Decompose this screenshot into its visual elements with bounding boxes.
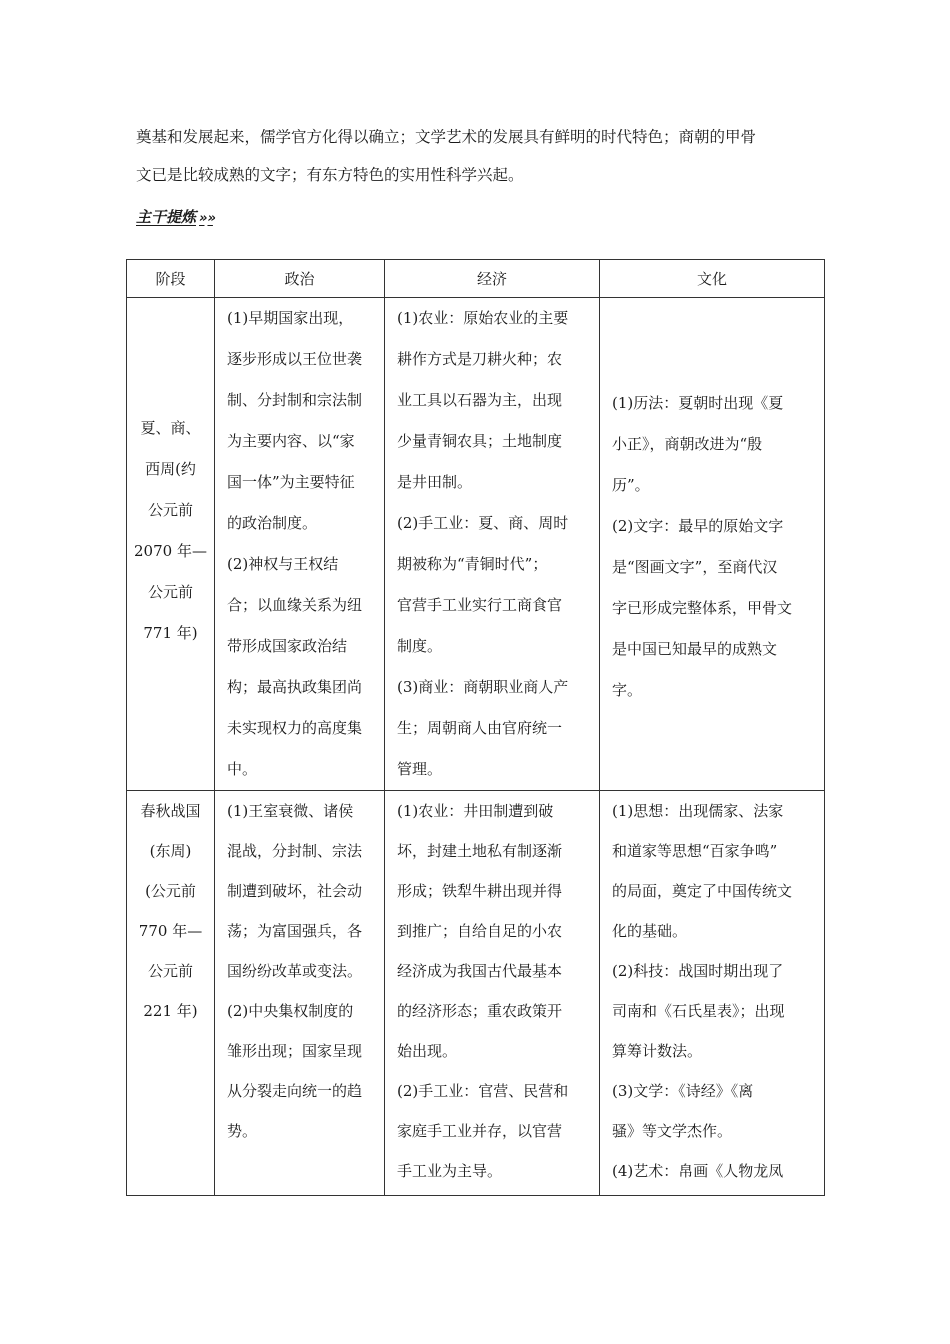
cell-text-line: 带形成国家政治结 <box>227 637 348 655</box>
cell-text-line: 耕作方式是刀耕火种；农 <box>397 350 563 368</box>
cell-text-line: 算筹计数法。 <box>612 1042 703 1060</box>
culture-cell <box>600 298 825 791</box>
cell-text-line: 221 年) <box>143 1002 198 1020</box>
economy-cell <box>385 298 600 791</box>
cell-text-line: 坏，封建土地私有制逐渐 <box>397 842 563 860</box>
cell-text-line: 少量青铜农具；土地制度 <box>397 432 563 450</box>
cell-text-line: 家庭手工业并存，以官营 <box>397 1122 563 1140</box>
politics-cell <box>215 298 385 791</box>
cell-text-line: 历”。 <box>612 476 650 494</box>
cell-text-line: 手工业为主导。 <box>397 1162 503 1180</box>
cell-text-line: 到推广；自给自足的小农 <box>397 922 563 940</box>
cell-text-line: 制、分封制和宗法制 <box>227 391 363 409</box>
cell-text-line: 从分裂走向统一的趋 <box>227 1082 363 1100</box>
cell-text-line: 未实现权力的高度集 <box>227 719 363 737</box>
cell-text-line: 业工具以石器为主，出现 <box>397 391 563 409</box>
column-header-economy: 经济 <box>385 260 600 298</box>
cell-text-line: 春秋战国 <box>140 802 201 820</box>
stage-cell <box>127 791 215 1196</box>
cell-text-line: (1)早期国家出现， <box>227 309 354 327</box>
cell-text-line: 770 年— <box>138 922 203 940</box>
cell-text-line: (2)手工业：官营、民营和 <box>397 1082 569 1100</box>
cell-text-line: 期被称为“青铜时代”； <box>397 555 548 573</box>
cell-text-line: 的局面，奠定了中国传统文 <box>612 882 793 900</box>
cell-text-line: 雏形出现；国家呈现 <box>227 1042 363 1060</box>
cell-text-line: 制度。 <box>397 637 443 655</box>
cell-text-line: 字。 <box>612 681 643 699</box>
cell-text-line: 国纷纷改革或变法。 <box>227 962 363 980</box>
cell-text-line: 2070 年— <box>134 542 207 560</box>
cell-text-line: (东周) <box>149 842 192 860</box>
intro-line: 文已是比较成熟的文字；有东方特色的实用性科学兴起。 <box>136 166 524 184</box>
cell-text-line: 和道家等思想“百家争鸣” <box>612 842 778 860</box>
cell-text-line: 官营手工业实行工商食官 <box>397 596 563 614</box>
cell-text-line: 是“图画文字”，至商代汉 <box>612 558 778 576</box>
cell-text-line: 为主要内容、以“家 <box>227 432 355 450</box>
cell-text-line: 形成；铁犁牛耕出现并得 <box>397 882 563 900</box>
cell-text-line: 公元前 <box>147 583 193 601</box>
cell-text-line: 是井田制。 <box>397 473 473 491</box>
cell-text-line: (公元前 <box>145 882 196 900</box>
summary-table <box>126 259 825 1196</box>
cell-text-line: (4)艺术：帛画《人物龙凤 <box>612 1162 784 1180</box>
politics-cell <box>215 791 385 1196</box>
cell-text-line: 制遭到破坏，社会动 <box>227 882 363 900</box>
cell-text-line: 的政治制度。 <box>227 514 318 532</box>
cell-text-line: 荡；为富国强兵，各 <box>227 922 363 940</box>
stage-cell <box>127 298 215 791</box>
intro-line: 奠基和发展起来，儒学官方化得以确立；文学艺术的发展具有鲜明的时代特色；商朝的甲骨 <box>136 128 757 146</box>
cell-text-line: 经济成为我国古代最基本 <box>397 962 563 980</box>
double-chevron-icon: » <box>207 211 213 226</box>
cell-text-line: 骚》等文学杰作。 <box>612 1122 733 1140</box>
culture-cell <box>600 791 825 1196</box>
column-header-culture: 文化 <box>600 260 825 298</box>
cell-text-line: 夏、商、 <box>140 419 201 437</box>
cell-text-line: (2)科技：战国时期出现了 <box>612 962 784 980</box>
cell-text-line: 公元前 <box>147 501 193 519</box>
cell-text-line: 始出现。 <box>397 1042 458 1060</box>
cell-text-line: 771 年) <box>143 624 198 642</box>
cell-text-line: 国一体”为主要特征 <box>227 473 355 491</box>
intro-paragraph <box>136 118 826 194</box>
cell-text-line: 字已形成完整体系，甲骨文 <box>612 599 793 617</box>
cell-text-line: (2)神权与王权结 <box>227 555 339 573</box>
section-heading <box>136 206 213 227</box>
column-header-politics: 政治 <box>215 260 385 298</box>
column-header-stage: 阶段 <box>127 260 215 298</box>
cell-text-line: 势。 <box>227 1122 258 1140</box>
cell-text-line: (1)王室衰微、诸侯 <box>227 802 354 820</box>
cell-text-line: (3)文学：《诗经》《离 <box>612 1082 754 1100</box>
cell-text-line: 西周(约 <box>145 460 196 478</box>
cell-text-line: 小正》，商朝改进为“殷 <box>612 435 763 453</box>
cell-text-line: 混战，分封制、宗法 <box>227 842 363 860</box>
cell-text-line: 的经济形态；重农政策开 <box>397 1002 563 1020</box>
cell-text-line: (2)中央集权制度的 <box>227 1002 354 1020</box>
cell-text-line: (2)文字：最早的原始文字 <box>612 517 784 535</box>
cell-text-line: (2)手工业：夏、商、周时 <box>397 514 569 532</box>
cell-text-line: 化的基础。 <box>612 922 688 940</box>
table-row <box>127 791 825 1196</box>
table-header-row <box>127 260 825 298</box>
cell-text-line: 公元前 <box>147 962 193 980</box>
cell-text-line: 中。 <box>227 760 258 778</box>
cell-text-line: (1)农业：原始农业的主要 <box>397 309 569 327</box>
cell-text-line: 司南和《石氏星表》；出现 <box>612 1002 785 1020</box>
section-title: 主干提炼 <box>136 208 197 226</box>
cell-text-line: (1)思想：出现儒家、法家 <box>612 802 784 820</box>
cell-text-line: 管理。 <box>397 760 443 778</box>
cell-text-line: 是中国已知最早的成熟文 <box>612 640 778 658</box>
cell-text-line: (1)农业：井田制遭到破 <box>397 802 554 820</box>
cell-text-line: 生；周朝商人由官府统一 <box>397 719 563 737</box>
cell-text-line: (3)商业：商朝职业商人产 <box>397 678 569 696</box>
double-chevron-icon: » <box>199 211 205 226</box>
cell-text-line: 逐步形成以王位世袭 <box>227 350 363 368</box>
cell-text-line: (1)历法：夏朝时出现《夏 <box>612 394 784 412</box>
cell-text-line: 合；以血缘关系为纽 <box>227 596 363 614</box>
cell-text-line: 构；最高执政集团尚 <box>227 678 363 696</box>
table-row <box>127 298 825 791</box>
economy-cell <box>385 791 600 1196</box>
